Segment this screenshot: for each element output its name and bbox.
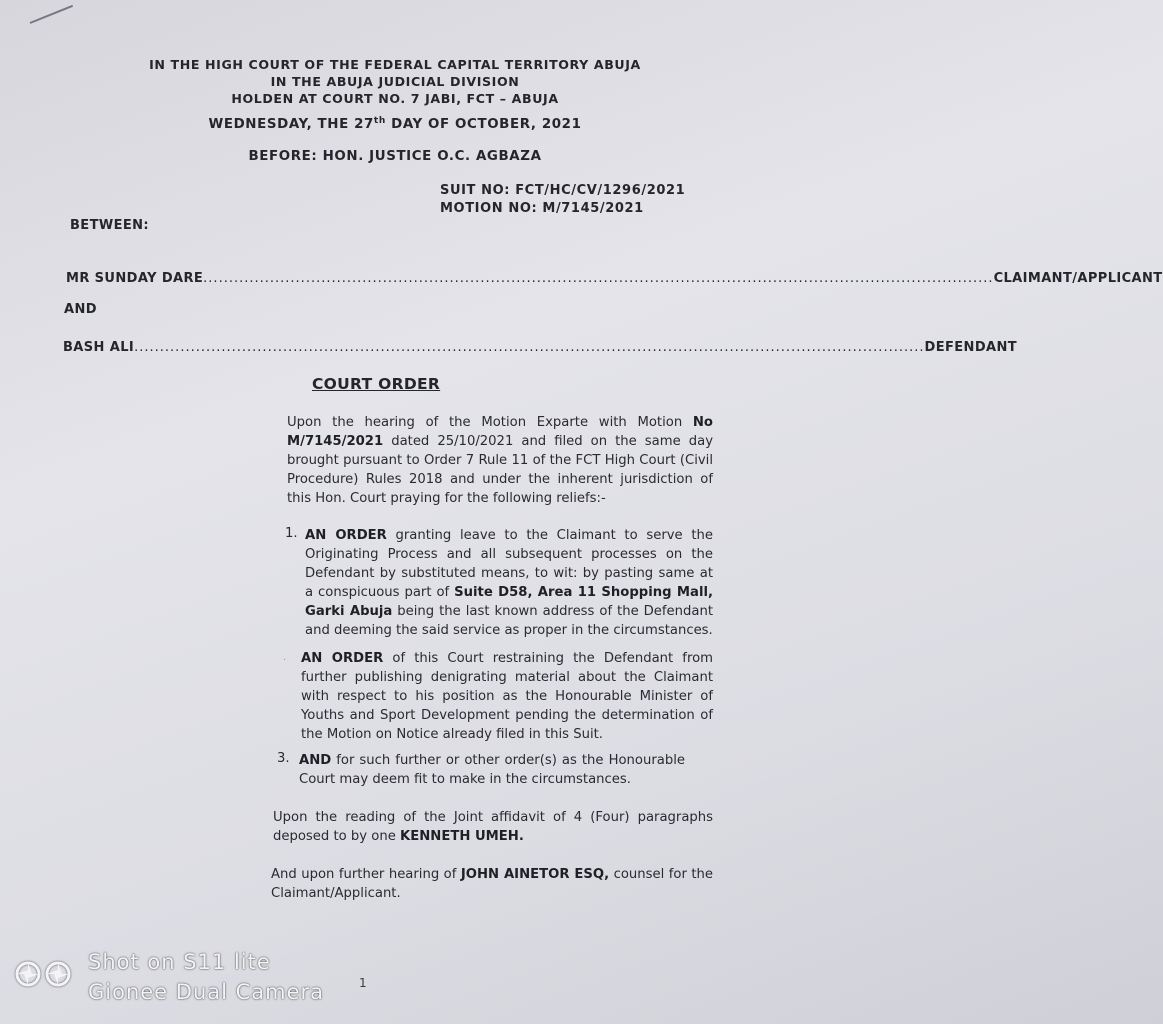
counsel-name: JOHN AINETOR ESQ, [460, 867, 610, 882]
judicial-division: IN THE ABUJA JUDICIAL DIVISION [270, 74, 520, 89]
relief-3-lead: AND [299, 753, 332, 768]
relief-3 [299, 751, 685, 789]
claimant-role: CLAIMANT/APPLICANT [993, 271, 1163, 286]
date-day: WEDNESDAY, THE 27 [208, 117, 374, 132]
watermark-line-1: Shot on S11 lite [88, 950, 271, 974]
page-number: 1 [359, 976, 367, 990]
motion-number: MOTION NO: M/7145/2021 [440, 201, 644, 216]
relief-1-number: 1. [285, 526, 298, 541]
court-order-title: COURT ORDER [312, 375, 441, 393]
intro-text-1: Upon the hearing of the Motion Exparte with Motion [287, 415, 693, 430]
claimant-line [66, 271, 1163, 286]
date-ordinal: th [373, 116, 386, 126]
counsel-text-2: counsel for the Claimant/Applicant. [271, 867, 713, 901]
pen-mark [30, 5, 73, 24]
presiding-judge: BEFORE: HON. JUSTICE O.C. AGBAZA [248, 149, 542, 164]
relief-2-number: . [283, 652, 287, 663]
affidavit-text: Upon the reading of the Joint affidavit of 4 (Four) paragraphs deposed to by one [273, 810, 713, 844]
and-label: AND [64, 302, 97, 317]
defendant-dots: .......................................................................................................................................................... [134, 340, 925, 355]
defendant-name: BASH ALI [63, 340, 135, 355]
suit-number: SUIT NO: FCT/HC/CV/1296/2021 [440, 183, 686, 198]
court-name: IN THE HIGH COURT OF THE FEDERAL CAPITAL TERRITORY ABUJA [149, 57, 641, 72]
hearing-date [0, 116, 790, 133]
relief-3-number: 3. [277, 751, 290, 766]
affidavit-paragraph [273, 808, 713, 846]
intro-text-2: dated 25/10/2021 and filed on the same day brought pursuant to Order 7 Rule 11 of the FCT High Court (Civil Procedure) Rules 2018 and under the inherent jurisdiction of this Hon. Court praying for the following reliefs:- [287, 434, 713, 506]
camera-watermark-logo-icon [12, 958, 76, 990]
relief-1 [305, 526, 713, 640]
claimant-dots: .......................................................................................................................................................... [203, 271, 994, 286]
deponent-name: KENNETH UMEH. [400, 829, 524, 844]
relief-1-text-1: granting leave to the Claimant to serve the Originating Process and all subsequent processes on the Defendant by substituted means, to wit: by pasting same at a conspicuous part of [305, 528, 713, 600]
defendant-role: DEFENDANT [924, 340, 1018, 355]
watermark-line-2: Gionee Dual Camera [88, 980, 325, 1004]
counsel-paragraph [271, 865, 713, 903]
intro-paragraph [287, 413, 713, 508]
date-month-year: DAY OF OCTOBER, 2021 [385, 117, 582, 132]
relief-1-text-2: being the last known address of the Defendant and deeming the said service as proper in the circumstances. [305, 604, 713, 638]
relief-1-address: Suite D58, Area 11 Shopping Mall, Garki Abuja [305, 585, 714, 619]
relief-2-lead: AN ORDER [301, 651, 384, 666]
court-location: HOLDEN AT COURT NO. 7 JABI, FCT – ABUJA [231, 91, 559, 106]
counsel-text-1: And upon further hearing of [271, 867, 461, 882]
between-label: BETWEEN: [70, 218, 150, 233]
relief-2-text: of this Court restraining the Defendant from further publishing denigrating material about the Claimant with respect to his position as the Honourable Minister of Youths and Sport Development pending the determination of the Motion on Notice already filed in this Suit. [301, 651, 714, 742]
relief-3-text: for such further or other order(s) as the Honourable Court may deem fit to make in the circumstances. [299, 753, 685, 787]
relief-2 [301, 649, 713, 744]
defendant-line [63, 340, 1018, 355]
claimant-name: MR SUNDAY DARE [66, 271, 204, 286]
intro-motion-number: No M/7145/2021 [287, 415, 713, 449]
relief-1-lead: AN ORDER [305, 528, 387, 543]
